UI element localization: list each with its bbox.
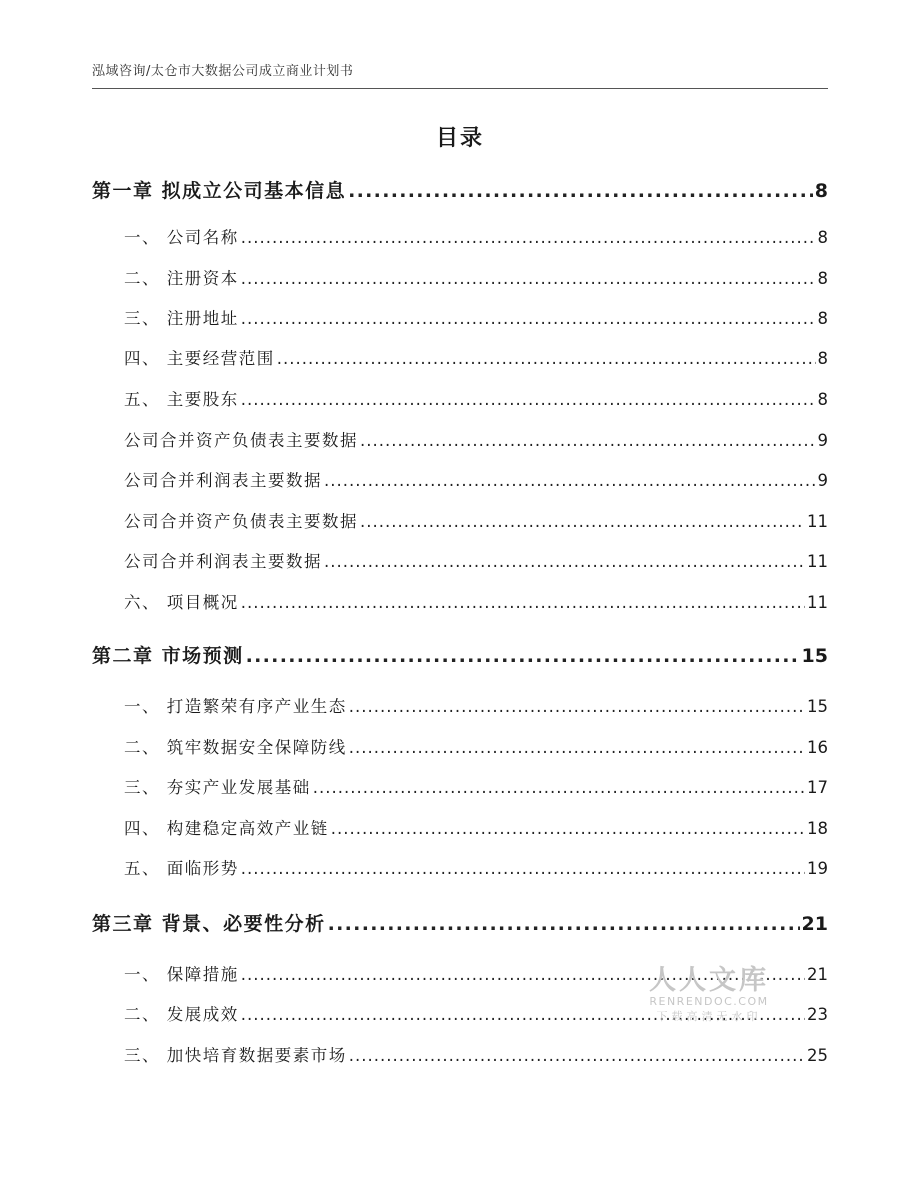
toc-page-number: 17 bbox=[807, 778, 828, 797]
toc-page-number: 8 bbox=[814, 180, 828, 202]
toc-page-number: 9 bbox=[817, 471, 828, 490]
toc-leader-dots bbox=[277, 349, 816, 368]
toc-title: 目录 bbox=[435, 126, 484, 151]
toc-page-number: 18 bbox=[807, 819, 828, 838]
toc-page-number: 15 bbox=[807, 697, 828, 716]
toc-chapter-entry[interactable] bbox=[92, 909, 828, 949]
toc-page-number: 8 bbox=[817, 349, 828, 368]
toc-leader-dots bbox=[324, 471, 816, 490]
toc-page-number: 8 bbox=[817, 309, 828, 328]
toc-section-entry[interactable] bbox=[92, 548, 828, 588]
toc-leader-dots bbox=[348, 180, 813, 202]
toc-section-entry[interactable] bbox=[92, 427, 828, 467]
toc-entry-label: 三、 注册地址 bbox=[124, 309, 239, 328]
toc-page-number: 15 bbox=[801, 645, 828, 667]
toc-leader-dots bbox=[331, 819, 805, 838]
toc-entry-label: 二、 发展成效 bbox=[124, 1005, 239, 1024]
toc-page-number: 11 bbox=[807, 552, 828, 571]
toc-leader-dots bbox=[313, 778, 805, 797]
toc-page-number: 21 bbox=[807, 965, 828, 984]
toc-section-entry[interactable] bbox=[92, 693, 828, 733]
toc-page-number: 8 bbox=[817, 390, 828, 409]
toc-entry-label: 第一章 拟成立公司基本信息 bbox=[92, 180, 347, 202]
toc-section-entry[interactable] bbox=[92, 855, 828, 895]
toc-section-entry[interactable] bbox=[92, 224, 828, 264]
watermark-site: RENRENDOC.COM bbox=[649, 995, 769, 1008]
toc-leader-dots bbox=[349, 1046, 805, 1065]
toc-section-entry[interactable] bbox=[92, 734, 828, 774]
watermark-tagline: 下载高清无水印 bbox=[656, 1010, 762, 1023]
toc-leader-dots bbox=[241, 269, 816, 288]
toc-page-number: 25 bbox=[807, 1046, 828, 1065]
toc-entry-label: 第二章 市场预测 bbox=[92, 645, 244, 667]
toc-leader-dots bbox=[241, 390, 816, 409]
toc-leader-dots bbox=[349, 697, 805, 716]
toc-page-number: 8 bbox=[817, 228, 828, 247]
toc-entry-label: 一、 公司名称 bbox=[124, 228, 239, 247]
watermark bbox=[644, 958, 774, 1024]
toc-leader-dots bbox=[241, 228, 816, 247]
toc-page-number: 11 bbox=[807, 593, 828, 612]
toc-page-number: 16 bbox=[807, 738, 828, 757]
toc-entry-label: 四、 主要经营范围 bbox=[124, 349, 275, 368]
toc-entry-label: 六、 项目概况 bbox=[124, 593, 239, 612]
toc-section-entry[interactable] bbox=[92, 265, 828, 305]
toc-page-number: 8 bbox=[817, 269, 828, 288]
toc-entry-label: 五、 面临形势 bbox=[124, 859, 239, 878]
toc-entry-label: 第三章 背景、必要性分析 bbox=[92, 913, 326, 935]
toc-section-entry[interactable] bbox=[92, 589, 828, 629]
toc-entry-label: 公司合并利润表主要数据 bbox=[124, 471, 322, 490]
toc-chapter-entry[interactable] bbox=[92, 641, 828, 681]
toc-section-entry[interactable] bbox=[92, 1042, 828, 1082]
toc-section-entry[interactable] bbox=[92, 815, 828, 855]
toc-entry-label: 公司合并资产负债表主要数据 bbox=[124, 431, 358, 450]
toc-page-number: 9 bbox=[817, 431, 828, 450]
toc-page-number: 11 bbox=[807, 512, 828, 531]
toc-entry-label: 公司合并利润表主要数据 bbox=[124, 552, 322, 571]
toc-leader-dots bbox=[246, 645, 800, 667]
toc-entry-label: 五、 主要股东 bbox=[124, 390, 239, 409]
header-divider bbox=[92, 88, 828, 89]
toc-entry-label: 二、 注册资本 bbox=[124, 269, 239, 288]
toc-section-entry[interactable] bbox=[92, 508, 828, 548]
toc-entry-label: 一、 保障措施 bbox=[124, 965, 239, 984]
toc-entry-label: 四、 构建稳定高效产业链 bbox=[124, 819, 329, 838]
toc-leader-dots bbox=[360, 431, 816, 450]
toc-leader-dots bbox=[349, 738, 805, 757]
toc-page-number: 23 bbox=[807, 1005, 828, 1024]
toc-entry-label: 三、 夯实产业发展基础 bbox=[124, 778, 311, 797]
toc-section-entry[interactable] bbox=[92, 305, 828, 345]
watermark-brand: 人人文库 bbox=[649, 965, 769, 996]
toc-leader-dots bbox=[241, 859, 805, 878]
toc-page-number: 19 bbox=[807, 859, 828, 878]
toc-section-entry[interactable] bbox=[92, 386, 828, 426]
toc-chapter-entry[interactable] bbox=[92, 176, 828, 216]
toc-section-entry[interactable] bbox=[92, 345, 828, 385]
toc-entry-label: 公司合并资产负债表主要数据 bbox=[124, 512, 358, 531]
running-header: 泓域咨询/太仓市大数据公司成立商业计划书 bbox=[92, 64, 354, 79]
toc-leader-dots bbox=[360, 512, 805, 531]
toc-entry-label: 二、 筑牢数据安全保障防线 bbox=[124, 738, 347, 757]
toc-leader-dots bbox=[324, 552, 805, 571]
toc-leader-dots bbox=[328, 913, 800, 935]
toc-page-number: 21 bbox=[801, 913, 828, 935]
toc-section-entry[interactable] bbox=[92, 467, 828, 507]
toc-entry-label: 三、 加快培育数据要素市场 bbox=[124, 1046, 347, 1065]
toc-section-entry[interactable] bbox=[92, 774, 828, 814]
toc-entry-label: 一、 打造繁荣有序产业生态 bbox=[124, 697, 347, 716]
toc-leader-dots bbox=[241, 593, 805, 612]
toc-leader-dots bbox=[241, 309, 816, 328]
